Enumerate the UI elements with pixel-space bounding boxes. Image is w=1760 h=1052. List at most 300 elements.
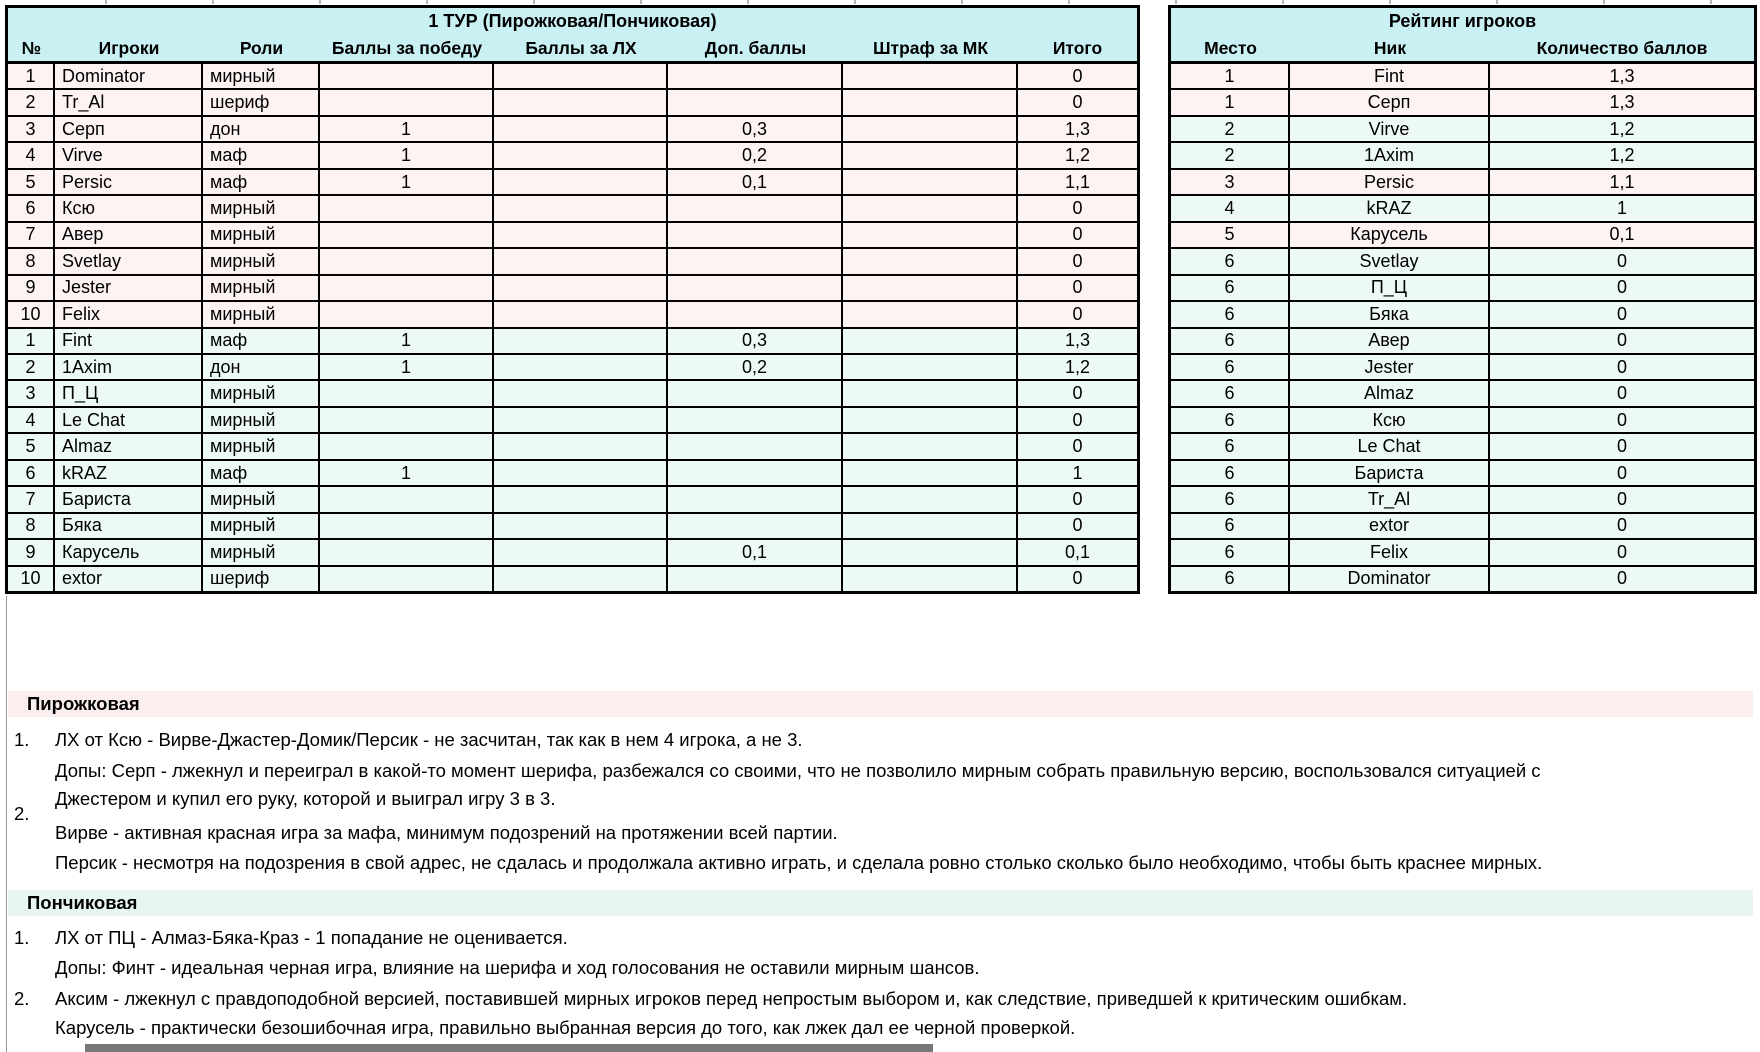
round-result-row: [8, 64, 1137, 90]
cell-role: мирный: [203, 276, 320, 300]
cell-extra: [668, 461, 843, 485]
cell-player: Dominator: [55, 64, 203, 88]
cell-total: 0: [1072, 92, 1083, 113]
cell-player: Бариста: [55, 487, 203, 511]
cell-nick: Felix: [1290, 540, 1490, 564]
col-header-points: Количество баллов: [1536, 37, 1708, 58]
col-header-players: Игроки: [98, 37, 160, 58]
cell-nick: Бариста: [1290, 461, 1490, 485]
cell-total: 1,2: [1064, 356, 1091, 377]
cell-place: 6: [1171, 408, 1290, 432]
cell-penalty: [843, 514, 1018, 538]
cell-player: Almaz: [55, 434, 203, 458]
cell-player: Бяка: [55, 514, 203, 538]
rating-column-headers: [1171, 35, 1754, 61]
cell-n: 1: [8, 329, 55, 353]
cell-player: kRAZ: [55, 461, 203, 485]
cell-nick: Ксю: [1290, 408, 1490, 432]
cell-n: 6: [8, 461, 55, 485]
rating-row: [1171, 567, 1754, 591]
cell-points: 1,3: [1609, 65, 1635, 86]
cell-total: 0: [1072, 409, 1083, 430]
cell-role: мирный: [203, 64, 320, 88]
cell-penalty: [843, 487, 1018, 511]
cell-role: маф: [203, 143, 320, 167]
cell-points: 0: [1616, 250, 1627, 271]
cell-penalty: [843, 567, 1018, 591]
cell-player: Jester: [55, 276, 203, 300]
cell-win: [320, 408, 494, 432]
cell-extra: [668, 196, 843, 220]
note-line: Джестером и купил его руку, которой и выиграл игру 3 в 3.: [55, 788, 556, 809]
note-line: ЛХ от Ксю - Вирве-Джастер-Домик/Персик - не засчитан, так как в нем 4 игрока, а не 3.: [55, 729, 803, 750]
cell-total: 0: [1072, 65, 1083, 86]
cell-lh: [494, 276, 668, 300]
cell-place: 6: [1171, 567, 1290, 591]
cell-win: [320, 223, 494, 247]
col-header-mk-penalty: Штраф за МК: [872, 37, 989, 58]
cell-nick: Svetlay: [1290, 249, 1490, 273]
cell-place: 6: [1171, 434, 1290, 458]
cell-penalty: [843, 90, 1018, 114]
rating-row: [1171, 487, 1754, 513]
cell-penalty: [843, 302, 1018, 326]
cell-extra: [668, 514, 843, 538]
player-rating-rows: [1171, 64, 1754, 591]
cell-total: 1,1: [1064, 171, 1091, 192]
cell-win: [320, 540, 494, 564]
cell-extra: 0,1: [668, 540, 843, 564]
note-line: Допы: Серп - лжекнул и переиграл в какой-то момент шерифа, разбежался со своими, что не позволило мирным собрать правильную версию, воспользовался ситуацией с: [55, 760, 1541, 781]
cell-points: 0: [1616, 515, 1627, 536]
cell-place: 6: [1171, 329, 1290, 353]
cell-player: extor: [55, 567, 203, 591]
cell-total: 0: [1072, 488, 1083, 509]
cell-penalty: [843, 355, 1018, 379]
round-result-row: [8, 117, 1137, 143]
cell-lh: [494, 381, 668, 405]
cell-extra: 0,2: [668, 355, 843, 379]
cell-win: [320, 90, 494, 114]
cell-extra: [668, 487, 843, 511]
cell-extra: 0,2: [668, 143, 843, 167]
cell-total: 0: [1072, 515, 1083, 536]
cell-nick: Persic: [1290, 170, 1490, 194]
cell-place: 6: [1171, 302, 1290, 326]
cell-points: 0: [1616, 303, 1627, 324]
cutoff-next-row-bar: [85, 1044, 933, 1052]
cell-total: 1,3: [1064, 330, 1091, 351]
cell-lh: [494, 64, 668, 88]
cell-n: 10: [8, 567, 55, 591]
cell-extra: 0,3: [668, 117, 843, 141]
cell-n: 5: [8, 170, 55, 194]
cell-total: 0,1: [1064, 541, 1091, 562]
cell-n: 7: [8, 487, 55, 511]
cell-extra: [668, 223, 843, 247]
round-result-row: [8, 90, 1137, 116]
cell-role: маф: [203, 329, 320, 353]
cell-penalty: [843, 540, 1018, 564]
cell-total: 0: [1072, 568, 1083, 589]
cell-player: Virve: [55, 143, 203, 167]
cell-n: 3: [8, 381, 55, 405]
col-header-number: №: [21, 37, 42, 58]
col-header-nick: Ник: [1373, 37, 1407, 58]
cell-role: шериф: [203, 90, 320, 114]
cell-nick: kRAZ: [1290, 196, 1490, 220]
cell-place: 6: [1171, 487, 1290, 511]
cell-place: 6: [1171, 276, 1290, 300]
cell-place: 6: [1171, 461, 1290, 485]
round-result-row: [8, 196, 1137, 222]
cell-win: [320, 567, 494, 591]
col-header-lh-points: Баллы за ЛХ: [525, 37, 637, 58]
cell-role: мирный: [203, 196, 320, 220]
cell-total: 0: [1072, 436, 1083, 457]
round-results-header: [8, 8, 1137, 64]
round-result-row: [8, 567, 1137, 591]
round-result-row: [8, 276, 1137, 302]
rating-row: [1171, 117, 1754, 143]
cell-penalty: [843, 461, 1018, 485]
cell-nick: Серп: [1290, 90, 1490, 114]
cell-points: 0: [1616, 277, 1627, 298]
rating-row: [1171, 329, 1754, 355]
rating-row: [1171, 408, 1754, 434]
cell-nick: Jester: [1290, 355, 1490, 379]
cell-nick: Карусель: [1290, 223, 1490, 247]
note-line: Вирве - активная красная игра за мафа, минимум подозрений на протяжении всей партии.: [55, 822, 838, 843]
cell-win: 1: [320, 329, 494, 353]
cell-lh: [494, 514, 668, 538]
rating-row: [1171, 249, 1754, 275]
cell-place: 5: [1171, 223, 1290, 247]
cell-points: 0: [1616, 383, 1627, 404]
cell-win: 1: [320, 117, 494, 141]
cell-role: маф: [203, 170, 320, 194]
cell-points: 0: [1616, 436, 1627, 457]
cell-role: мирный: [203, 249, 320, 273]
cell-points: 1,1: [1609, 171, 1635, 192]
cell-extra: 0,1: [668, 170, 843, 194]
col-header-total: Итого: [1052, 37, 1103, 58]
cell-total: 1,2: [1064, 145, 1091, 166]
cell-total: 0: [1072, 277, 1083, 298]
cell-nick: Fint: [1290, 64, 1490, 88]
note-line: Допы: Финт - идеальная черная игра, влияние на шерифа и ход голосования не оставили мирным шансов.: [55, 957, 980, 978]
cell-place: 2: [1171, 117, 1290, 141]
col-header-win-points: Баллы за победу: [331, 37, 483, 58]
cell-win: [320, 514, 494, 538]
cell-player: Авер: [55, 223, 203, 247]
note-line: Карусель - практически безошибочная игра, правильно выбранная версия до того, как лжек дал ее черной проверкой.: [55, 1017, 1076, 1038]
cell-place: 6: [1171, 355, 1290, 379]
note-item-number: 1.: [14, 729, 30, 750]
cell-nick: Авер: [1290, 329, 1490, 353]
cell-extra: [668, 90, 843, 114]
cell-points: 1: [1616, 197, 1627, 218]
rating-row: [1171, 196, 1754, 222]
cell-n: 5: [8, 434, 55, 458]
round-column-headers: [8, 35, 1137, 61]
rating-row: [1171, 434, 1754, 460]
cell-place: 2: [1171, 143, 1290, 167]
cell-total: 0: [1072, 250, 1083, 271]
cell-extra: [668, 567, 843, 591]
cell-penalty: [843, 381, 1018, 405]
cell-n: 8: [8, 514, 55, 538]
cell-penalty: [843, 170, 1018, 194]
round-results-table: [5, 5, 1140, 594]
round-result-row: [8, 514, 1137, 540]
cell-n: 3: [8, 117, 55, 141]
cell-points: 0: [1616, 462, 1627, 483]
cell-nick: Virve: [1290, 117, 1490, 141]
rating-row: [1171, 170, 1754, 196]
cell-win: 1: [320, 143, 494, 167]
round-result-row: [8, 143, 1137, 169]
cell-lh: [494, 117, 668, 141]
round-results-rows: [8, 64, 1137, 591]
cell-points: 0,1: [1609, 224, 1635, 245]
rating-row: [1171, 461, 1754, 487]
sheet-column-divider: [6, 596, 7, 1052]
cell-points: 0: [1616, 356, 1627, 377]
cell-place: 1: [1171, 64, 1290, 88]
cell-lh: [494, 249, 668, 273]
cell-lh: [494, 196, 668, 220]
note-item-number: 2.: [14, 988, 30, 1009]
cell-extra: [668, 434, 843, 458]
section-band-pirozhkovaya: [8, 691, 1753, 717]
cell-win: [320, 381, 494, 405]
cell-penalty: [843, 329, 1018, 353]
cell-player: Fint: [55, 329, 203, 353]
cell-n: 7: [8, 223, 55, 247]
player-rating-table: [1168, 5, 1757, 594]
cell-win: 1: [320, 461, 494, 485]
cell-lh: [494, 461, 668, 485]
cell-role: мирный: [203, 487, 320, 511]
cell-n: 1: [8, 64, 55, 88]
cell-place: 4: [1171, 196, 1290, 220]
cell-role: шериф: [203, 567, 320, 591]
rating-row: [1171, 302, 1754, 328]
cell-place: 6: [1171, 514, 1290, 538]
cell-role: мирный: [203, 514, 320, 538]
cell-role: мирный: [203, 408, 320, 432]
cell-penalty: [843, 223, 1018, 247]
cell-role: мирный: [203, 434, 320, 458]
cell-player: Карусель: [55, 540, 203, 564]
sheet-top-sliver: [0, 0, 1760, 4]
round-result-row: [8, 170, 1137, 196]
cell-lh: [494, 302, 668, 326]
cell-n: 8: [8, 249, 55, 273]
cell-points: 0: [1616, 409, 1627, 430]
note-line: ЛХ от ПЦ - Алмаз-Бяка-Краз - 1 попадание не оценивается.: [55, 927, 568, 948]
cell-player: 1Axim: [55, 355, 203, 379]
cell-total: 0: [1072, 224, 1083, 245]
round-result-row: [8, 302, 1137, 328]
col-header-roles: Роли: [239, 37, 284, 58]
cell-n: 2: [8, 90, 55, 114]
cell-player: П_Ц: [55, 381, 203, 405]
cell-place: 1: [1171, 90, 1290, 114]
cell-player: Le Chat: [55, 408, 203, 432]
rating-row: [1171, 90, 1754, 116]
cell-lh: [494, 143, 668, 167]
cell-place: 6: [1171, 381, 1290, 405]
cell-points: 0: [1616, 488, 1627, 509]
cell-player: Серп: [55, 117, 203, 141]
round-result-row: [8, 329, 1137, 355]
cell-lh: [494, 540, 668, 564]
round-result-row: [8, 223, 1137, 249]
cell-extra: [668, 408, 843, 432]
cell-win: 1: [320, 170, 494, 194]
cell-win: [320, 302, 494, 326]
col-header-place: Место: [1204, 37, 1257, 58]
cell-player: Ксю: [55, 196, 203, 220]
note-line: Персик - несмотря на подозрения в свой адрес, не сдалась и продолжала активно играть, и сделала ровно столько сколько было необходимо, чтобы быть краснее мирных.: [55, 852, 1543, 873]
cell-lh: [494, 223, 668, 247]
cell-player: Svetlay: [55, 249, 203, 273]
cell-extra: 0,3: [668, 329, 843, 353]
cell-penalty: [843, 117, 1018, 141]
cell-total: 0: [1072, 197, 1083, 218]
cell-win: 1: [320, 355, 494, 379]
cell-win: [320, 64, 494, 88]
cell-lh: [494, 355, 668, 379]
cell-win: [320, 487, 494, 511]
section-heading: Пончиковая: [27, 892, 138, 913]
cell-role: мирный: [203, 381, 320, 405]
cell-penalty: [843, 434, 1018, 458]
round-result-row: [8, 461, 1137, 487]
note-line: Аксим - лжекнул с правдоподобной версией, поставившей мирных игроков перед непростым выбором и, как следствие, приведшей к критическим ошибкам.: [55, 988, 1408, 1009]
cell-points: 1,2: [1609, 145, 1635, 166]
cell-role: дон: [203, 355, 320, 379]
cell-nick: 1Axim: [1290, 143, 1490, 167]
cell-win: [320, 276, 494, 300]
cell-win: [320, 249, 494, 273]
cell-extra: [668, 249, 843, 273]
cell-penalty: [843, 408, 1018, 432]
cell-n: 9: [8, 540, 55, 564]
cell-win: [320, 196, 494, 220]
rating-row: [1171, 381, 1754, 407]
cell-player: Felix: [55, 302, 203, 326]
cell-total: 0: [1072, 383, 1083, 404]
cell-nick: extor: [1290, 514, 1490, 538]
cell-role: маф: [203, 461, 320, 485]
cell-total: 1: [1072, 462, 1083, 483]
cell-nick: Бяка: [1290, 302, 1490, 326]
round-result-row: [8, 381, 1137, 407]
cell-role: дон: [203, 117, 320, 141]
cell-player: Persic: [55, 170, 203, 194]
rating-row: [1171, 514, 1754, 540]
round-result-row: [8, 249, 1137, 275]
cell-player: Tr_Al: [55, 90, 203, 114]
cell-lh: [494, 170, 668, 194]
cell-points: 0: [1616, 568, 1627, 589]
player-rating-header: [1171, 8, 1754, 64]
cell-nick: Le Chat: [1290, 434, 1490, 458]
cell-extra: [668, 381, 843, 405]
cell-points: 0: [1616, 330, 1627, 351]
round-result-row: [8, 355, 1137, 381]
cell-penalty: [843, 196, 1018, 220]
rating-row: [1171, 223, 1754, 249]
cell-lh: [494, 567, 668, 591]
cell-role: мирный: [203, 302, 320, 326]
cell-extra: [668, 302, 843, 326]
rating-row: [1171, 540, 1754, 566]
cell-nick: Dominator: [1290, 567, 1490, 591]
round-result-row: [8, 540, 1137, 566]
col-header-extra-points: Доп. баллы: [704, 37, 807, 58]
cell-lh: [494, 90, 668, 114]
cell-n: 10: [8, 302, 55, 326]
round-title: 1 ТУР (Пирожковая/Пончиковая): [428, 11, 717, 31]
cell-n: 2: [8, 355, 55, 379]
cell-n: 9: [8, 276, 55, 300]
cell-extra: [668, 276, 843, 300]
cell-n: 4: [8, 408, 55, 432]
cell-nick: Almaz: [1290, 381, 1490, 405]
cell-points: 0: [1616, 541, 1627, 562]
cell-penalty: [843, 143, 1018, 167]
round-result-row: [8, 408, 1137, 434]
cell-points: 1,3: [1609, 92, 1635, 113]
cell-total: 0: [1072, 303, 1083, 324]
cell-win: [320, 434, 494, 458]
rating-title: Рейтинг игроков: [1388, 11, 1537, 31]
cell-nick: Tr_Al: [1290, 487, 1490, 511]
cell-points: 1,2: [1609, 118, 1635, 139]
cell-lh: [494, 408, 668, 432]
cell-total: 1,3: [1064, 118, 1091, 139]
round-result-row: [8, 487, 1137, 513]
cell-n: 4: [8, 143, 55, 167]
cell-penalty: [843, 64, 1018, 88]
note-item-number: 2.: [14, 803, 30, 824]
cell-n: 6: [8, 196, 55, 220]
cell-place: 6: [1171, 249, 1290, 273]
cell-lh: [494, 434, 668, 458]
section-band-ponchikovaya: [8, 890, 1753, 916]
cell-extra: [668, 64, 843, 88]
rating-row: [1171, 355, 1754, 381]
note-item-number: 1.: [14, 927, 30, 948]
rating-row: [1171, 143, 1754, 169]
round-result-row: [8, 434, 1137, 460]
cell-role: мирный: [203, 540, 320, 564]
cell-place: 3: [1171, 170, 1290, 194]
cell-place: 6: [1171, 540, 1290, 564]
cell-lh: [494, 487, 668, 511]
cell-lh: [494, 329, 668, 353]
cell-role: мирный: [203, 223, 320, 247]
section-heading: Пирожковая: [27, 693, 140, 714]
cell-penalty: [843, 276, 1018, 300]
rating-row: [1171, 64, 1754, 90]
cell-penalty: [843, 249, 1018, 273]
cell-nick: П_Ц: [1290, 276, 1490, 300]
